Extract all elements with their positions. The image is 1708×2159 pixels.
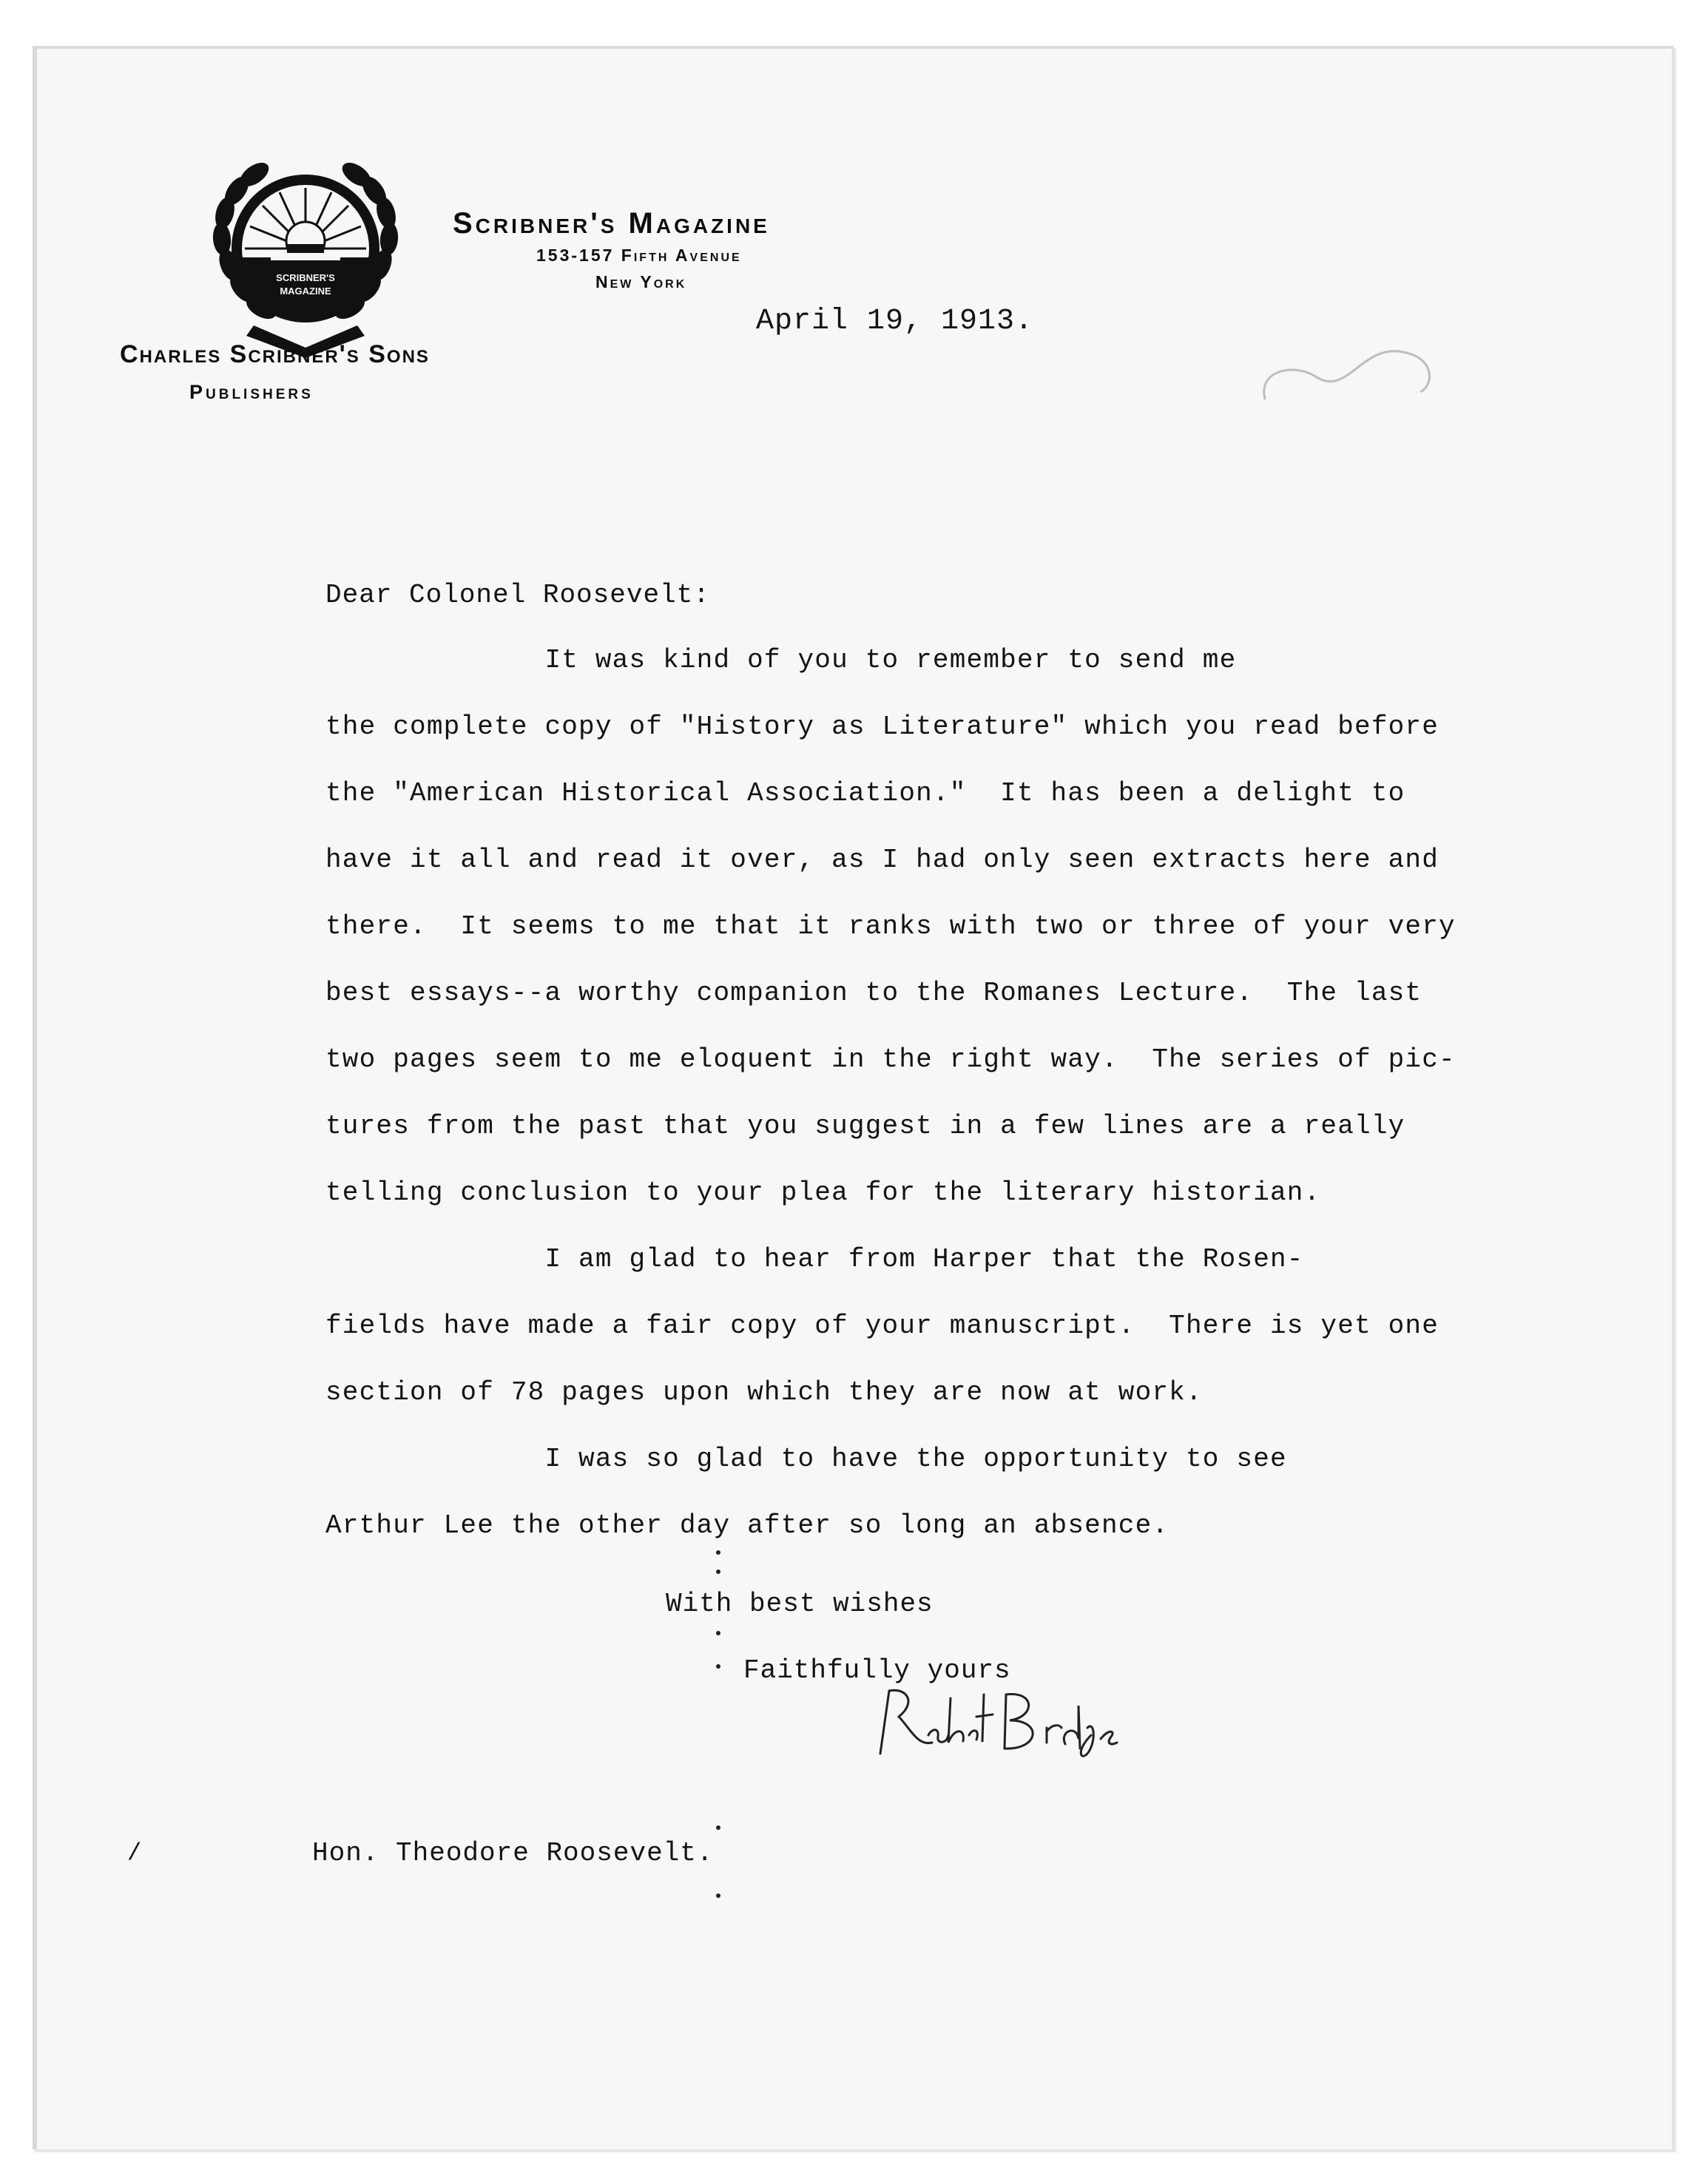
svg-text:MAGAZINE: MAGAZINE [280, 285, 331, 297]
scribners-seal-logo [183, 154, 428, 361]
handwritten-signature [865, 1683, 1132, 1765]
body-line: I was so glad to have the opportunity to see [325, 1444, 1287, 1474]
body-line: I am glad to hear from Harper that the Rosen- [325, 1244, 1304, 1274]
body-line: there. It seems to me that it ranks with two or three of your very [325, 911, 1456, 942]
stray-mark [716, 1550, 720, 1555]
body-line: the "American Historical Association." It has been a delight to [325, 778, 1405, 808]
margin-mark: / [127, 1839, 143, 1867]
body-line: Arthur Lee the other day after so long an absence. [325, 1510, 1169, 1541]
body-line: section of 78 pages upon which they are now at work. [325, 1377, 1203, 1408]
body-line: telling conclusion to your plea for the literary historian. [325, 1178, 1321, 1208]
stray-mark [716, 1570, 720, 1574]
closing-wishes: With best wishes [666, 1589, 934, 1619]
stray-mark [716, 1825, 720, 1830]
letterhead-role: Publishers [189, 381, 314, 403]
body-line: the complete copy of "History as Literature" which you read before [325, 712, 1439, 742]
body-line: tures from the past that you suggest in a few lines are a really [325, 1111, 1405, 1141]
body-line: two pages seem to me eloquent in the right way. The series of pic- [325, 1044, 1456, 1075]
stray-mark [716, 1664, 720, 1669]
body-line: have it all and read it over, as I had only seen extracts here and [325, 845, 1439, 875]
stray-mark [716, 1893, 720, 1898]
body-line: fields have made a fair copy of your manuscript. There is yet one [325, 1311, 1439, 1341]
pencil-smudge-mark [1250, 340, 1450, 422]
stray-mark [716, 1631, 720, 1635]
letter-date: April 19, 1913. [756, 305, 1034, 338]
letterhead-publisher: Charles Scribner's Sons [120, 340, 430, 368]
body-line: best essays--a worthy companion to the Romanes Lecture. The last [325, 978, 1422, 1008]
salutation: Dear Colonel Roosevelt: [325, 580, 710, 610]
svg-text:SCRIBNER'S: SCRIBNER'S [276, 272, 335, 283]
letterhead-title: Scribner's Magazine [453, 207, 770, 240]
letterhead-address: 153-157 Fifth Avenue [536, 246, 742, 265]
addressee: Hon. Theodore Roosevelt. [312, 1838, 714, 1868]
letterhead-city: New York [595, 272, 687, 291]
body-line: It was kind of you to remember to send me [325, 645, 1237, 675]
closing-valediction: Faithfully yours [743, 1655, 1011, 1686]
